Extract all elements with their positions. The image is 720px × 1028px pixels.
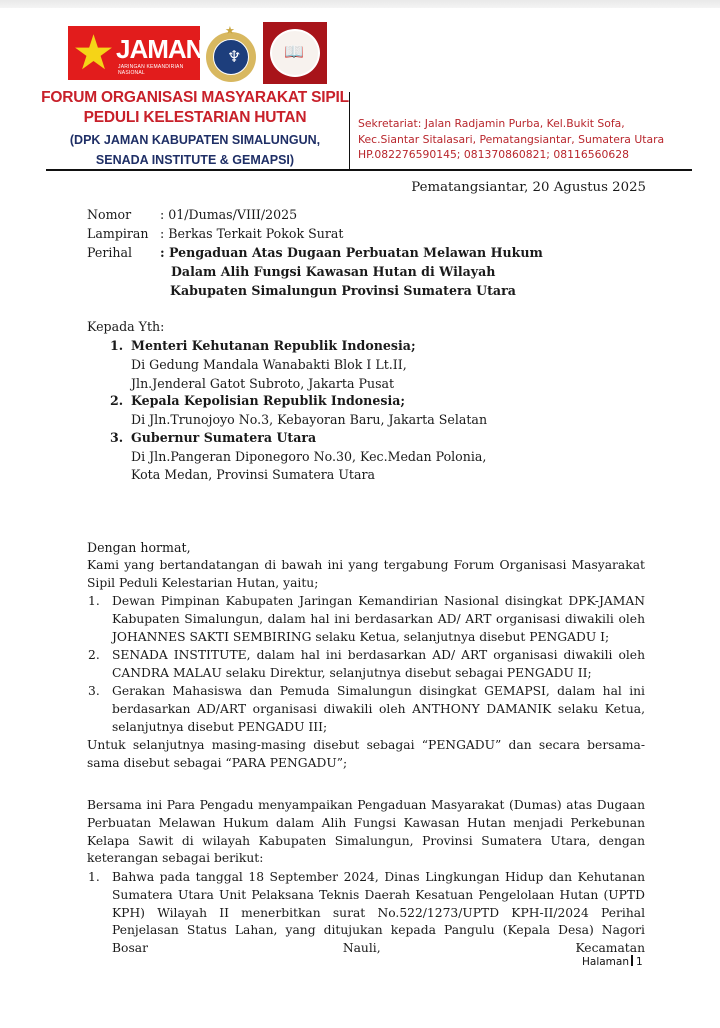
meta-value-nomor: : 01/Dumas/VIII/2025	[160, 207, 298, 222]
to-label: Kepada Yth:	[87, 319, 165, 334]
meta-label-nomor: Nomor	[87, 207, 132, 222]
complainant-3-text: Gerakan Mahasiswa dan Pemuda Simalungun disingkat GEMAPSI, dalam hal ini berdasarkan AD/ART organisasi diwakili oleh ANTHONY DAMANIK selaku Ketua, selanjutnya disebut PENGADU III;	[112, 684, 645, 734]
recipient-3-address-1: Di Jln.Pangeran Diponegoro No.30, Kec.Medan Polonia,	[131, 449, 487, 464]
book-icon: 📖	[284, 42, 304, 61]
complainant-3-number: 3.	[88, 684, 100, 698]
meta-label-perihal: Perihal	[87, 245, 133, 260]
recipient-1-address-1: Di Gedung Mandala Wanabakti Blok I Lt.II,	[131, 357, 407, 372]
recipient-2-name: Kepala Kepolisian Republik Indonesia;	[131, 393, 406, 408]
recipient-3-number: 3.	[110, 430, 124, 445]
footer-separator	[631, 955, 633, 966]
header-divider	[46, 169, 692, 171]
emblem-star-icon: ★	[225, 24, 235, 37]
secretariat-phones: HP.082276590145; 081370860821; 08116560628	[358, 148, 629, 161]
torch-icon: ♆	[227, 47, 242, 66]
point-1-number: 1.	[88, 870, 100, 884]
secretariat-line-2: Kec.Siantar Sitalasari, Pematangsiantar, Sumatera Utara	[358, 132, 665, 146]
intro-paragraph: Kami yang bertandatangan di bawah ini yang tergabung Forum Organisasi Masyarakat Sipil Peduli Kelestarian Hutan, yaitu;	[87, 558, 645, 590]
collective-designation: Untuk selanjutnya masing-masing disebut sebagai “PENGADU” dan secara bersama-sama disebut sebagai “PARA PENGADU”;	[87, 738, 645, 770]
point-1-text: Bahwa pada tanggal 18 September 2024, Dinas Lingkungan Hidup dan Kehutanan Sumatera Utara Unit Pelaksana Teknis Daerah Kesatuan Pengelolaan Hutan (UPTD KPH) Wilayah II menerbitkan surat No.522/1273/UPTD KPH-II/2024 Perihal Penjelasan Status Lahan, yang ditujukan kepada Pangulu (Kepala Desa) Nagori Bosar Nauli, Kecamatan	[112, 870, 645, 956]
recipient-1-number: 1.	[110, 338, 124, 353]
meta-value-lampiran: : Berkas Terkait Pokok Surat	[160, 226, 344, 241]
recipient-2-address-1: Di Jln.Trunojoyo No.3, Kebayoran Baru, Jakarta Selatan	[131, 412, 488, 427]
page-label: Halaman	[582, 956, 629, 968]
subtitle-line-1: (DPK JAMAN KABUPATEN SIMALUNGUN,	[69, 133, 321, 147]
body-paragraph: Bersama ini Para Pengadu menyampaikan Pengaduan Masyarakat (Dumas) atas Dugaan Perbuatan Melawan Hukum dalam Alih Fungsi Kawasan Hutan menjadi Perkebunan Kelapa Sawit di wilayah Kabupaten Simalungun, Provinsi Sumatera Utara, dengan keterangan sebagai berikut:	[87, 798, 645, 866]
complainant-1-text: Dewan Pimpinan Kabupaten Jaringan Kemandirian Nasional disingkat DPK-JAMAN Kabupaten Simalungun, dalam hal ini berdasarkan AD/ ART organisasi diwakili oleh JOHANNES SAKTI SEMBIRING selaku Ketua, selanjutnya disebut PENGADU I;	[112, 594, 645, 644]
secretariat-address	[358, 116, 698, 163]
perihal-line-2: Dalam Alih Fungsi Kawasan Hutan di Wilayah	[171, 264, 496, 279]
subtitle-line-2: SENADA INSTITUTE & GEMAPSI)	[95, 153, 295, 167]
complainant-2-number: 2.	[88, 648, 100, 662]
place-date: Pematangsiantar, 20 Agustus 2025	[411, 180, 646, 195]
complainant-1-number: 1.	[88, 594, 100, 608]
jaman-logo-text: JAMAN	[116, 34, 204, 64]
recipient-1-address-2: Jln.Jenderal Gatot Subroto, Jakarta Pusat	[131, 376, 395, 391]
window-top-edge	[0, 0, 720, 8]
meta-value-perihal: : Pengaduan Atas Dugaan Perbuatan Melawan Hukum	[160, 245, 543, 260]
organization-subtitle	[40, 130, 350, 170]
secretariat-line-1: Sekretariat: Jalan Radjamin Purba, Kel.Bukit Sofa,	[358, 117, 625, 130]
page-number: 1	[636, 956, 643, 968]
perihal-line-3: Kabupaten Simalungun Provinsi Sumatera Utara	[170, 283, 516, 298]
recipient-3-address-2: Kota Medan, Provinsi Sumatera Utara	[131, 467, 376, 482]
torch-emblem-icon	[206, 24, 256, 82]
page-footer	[582, 955, 643, 968]
complainant-2-text: SENADA INSTITUTE, dalam hal ini berdasarkan AD/ ART organisasi diwakili oleh CANDRA MALAU selaku Direktur, selanjutnya disebut sebagai PENGADU II;	[112, 648, 645, 680]
jaman-logo	[68, 25, 204, 81]
recipient-1-name: Menteri Kehutanan Republik Indonesia;	[131, 338, 416, 353]
recipient-3-name: Gubernur Sumatera Utara	[131, 430, 317, 445]
recipient-2-number: 2.	[110, 393, 124, 408]
greeting: Dengan hormat,	[87, 540, 191, 555]
organization-title	[40, 88, 350, 128]
meta-label-lampiran: Lampiran	[87, 226, 149, 241]
title-line-1: FORUM ORGANISASI MASYARAKAT SIPIL	[41, 89, 349, 106]
header-vertical-divider	[349, 92, 350, 170]
star-icon: ★	[72, 25, 116, 81]
title-line-2: PEDULI KELESTARIAN HUTAN	[83, 109, 307, 126]
book-seal-icon	[263, 22, 327, 84]
jaman-logo-subtitle: JARINGAN KEMANDIRIAN NASIONAL	[118, 64, 184, 76]
